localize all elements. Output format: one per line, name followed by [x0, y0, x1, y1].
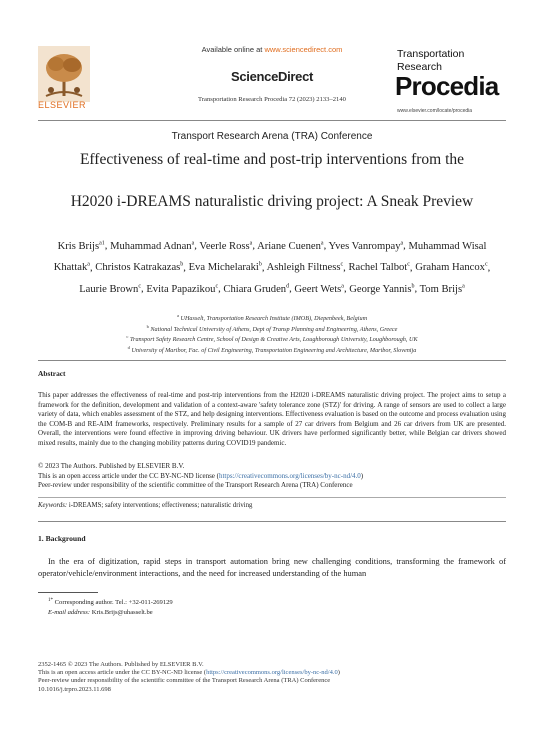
keywords-label: Keywords: [38, 502, 68, 509]
footnote-divider [38, 592, 98, 593]
copyright-line2 [38, 472, 506, 482]
elsevier-wordmark: ELSEVIER [38, 100, 87, 110]
section-body-content: In the era of digitization, rapid steps in transport automation bring new challenging conditions, transforming the framework of operator/vehicle/environment interactions, and the need for increased understanding of the human [38, 557, 506, 578]
keywords-text: i-DREAMS; safety interventions; effectiveness; naturalistic driving [67, 502, 253, 509]
author-name: Ashleigh Filtness$^c$ [266, 261, 344, 274]
affiliation-line [42, 323, 502, 334]
page-footer [38, 661, 506, 694]
keywords-line [38, 502, 252, 509]
available-prefix: Available online at [201, 45, 265, 54]
journal-logo-url: www.elsevier.com/locate/procedia [397, 108, 473, 114]
footer-doi[interactable]: 10.1016/j.trpro.2023.11.698 [38, 685, 111, 693]
author-name: Muhammad Adnan$^a$ [110, 240, 195, 252]
copyright-line1: © 2023 The Authors. Published by ELSEVIER B.V. [38, 462, 185, 470]
author-name: Veerle Ross$^a$ [199, 240, 253, 252]
author-affiliation-marker: a [87, 261, 90, 268]
author-name: Evita Papazikou$^c$ [146, 283, 219, 295]
affiliation-text: University of Maribor, Fac. of Civil Engineering, Transportation Engineering and Architecture, Maribor, Slovenija [129, 347, 417, 355]
footnote-line1 [48, 596, 173, 608]
footnote-email[interactable]: Kris.Brijs@uhasselt.be [90, 608, 153, 616]
author-affiliation-marker: d [286, 283, 290, 290]
footnote-corresponding: Corresponding author. Tel.: +32-011-269129 [53, 599, 173, 607]
author-name: Graham Hancox$^c$ [415, 261, 488, 274]
affiliation-line [42, 312, 502, 323]
affiliation-text: UHasselt, Transportation Research Institute (IMOB), Diepenbeek, Belgium [178, 315, 368, 323]
author-affiliation-marker: a [320, 240, 324, 246]
license-suffix: ) [360, 471, 364, 480]
paper-title-line2: H2020 i-DREAMS naturalistic driving project: A Sneak Preview [70, 193, 474, 210]
affiliation-marker: a [176, 313, 179, 318]
footer-license-suffix: ) [337, 669, 340, 677]
author-affiliation-marker: a [191, 240, 195, 246]
footer-peer-review: Peer-review under responsibility of the scientific committee of the Transport Research Arena (TRA) Conference [38, 677, 331, 685]
affiliation-marker: d [127, 344, 130, 350]
footnote [48, 596, 173, 617]
footnote-email-label: E-mail address: [48, 608, 91, 616]
author-name: Tom Brijs$^a$ [419, 283, 465, 295]
affiliation-list [42, 312, 502, 355]
author-name: Geert Wets$^a$ [294, 283, 344, 295]
section-body-text [38, 556, 506, 580]
author-name: Chiara Gruden$^d$ [223, 283, 290, 295]
keywords-divider [38, 497, 506, 498]
journal-logo-line2: Research [397, 61, 442, 73]
footer-license-prefix: This is an open access article under the CC BY-NC-ND license ( [38, 669, 207, 677]
author-affiliation-marker: a [462, 283, 465, 290]
header-divider [38, 120, 506, 121]
journal-logo-procedia: Procedia [395, 71, 499, 101]
author-affiliation-marker: c [407, 261, 410, 268]
author-affiliation-marker: a [249, 240, 253, 246]
author-name: Muhammad Wisal Khattak$^a$ [53, 240, 487, 274]
affiliation-line [42, 333, 502, 344]
footnote-marker: 1* [48, 598, 53, 603]
license-prefix: This is an open access article under the CC BY-NC-ND license ( [38, 471, 219, 480]
affiliation-marker: b [146, 323, 149, 329]
author-affiliation-marker: a1 [99, 240, 105, 246]
section-heading-background: 1. Background [38, 534, 86, 543]
footnote-line2 [48, 608, 173, 618]
author-name: Eva Michelaraki$^b$ [188, 261, 262, 274]
journal-reference: Transportation Research Procedia 72 (2023) 2133–2140 [198, 96, 346, 103]
author-name: Kris Brijs$^{a1}$ [57, 240, 105, 252]
author-name: Ariane Cuenen$^a$ [257, 240, 324, 252]
author-affiliation-marker: c [215, 283, 219, 290]
author-name: George Yannis$^b$ [349, 283, 415, 295]
paper-title-line1: Effectiveness of real-time and post-trip interventions from the [79, 151, 465, 168]
author-name: Yves Vanrompay$^a$ [328, 240, 404, 252]
affiliation-line [42, 344, 502, 355]
author-list: Kris Brijs$^{a1}$, Muhammad Adnan$^a$, Veerle Ross$^a$, Ariane Cuenen$^a$, Yves Vanrompay$^a$, Muhammad Wisal Khattak$^a$, Christos Katrakazas$^b$, Eva Michelaraki$^b$, Ashleigh Filtness$^c$, Rachel Talbot$^c$, Graham Hancox$^c$, Laurie Brown$^c$, Evita Papazikou$^c$, Chiara Gruden$^d$, Geert Wets$^a$, George Yannis$^b$, Tom Brijs$^a$ [53, 240, 491, 295]
affiliation-text: Transport Safety Research Centre, School of Design & Creative Arts, Loughborough University, Loughborough, UK [128, 336, 418, 344]
copyright-line3: Peer-review under responsibility of the scientific committee of the Transport Research Arena (TRA) Conference [38, 481, 353, 489]
abstract-top-divider [38, 360, 506, 361]
affiliation-text: National Technical University of Athens, Dept of Transp Planning and Engineering, Athens, Greece [148, 325, 398, 333]
author-affiliation-marker: b [411, 283, 415, 290]
footer-issn: 2352-1465 © 2023 The Authors. Published by ELSEVIER B.V. [38, 661, 204, 668]
footer-license-link[interactable]: https://creativecommons.org/licenses/by-nc-nd/4.0 [206, 669, 338, 677]
license-link[interactable]: https://creativecommons.org/licenses/by-nc-nd/4.0 [218, 471, 361, 480]
affiliation-marker: c [126, 334, 129, 340]
abstract-bottom-divider [38, 521, 506, 522]
copyright-block [38, 462, 506, 491]
author-affiliation-marker: a [400, 240, 404, 246]
journal-logo-line1: Transportation [397, 48, 465, 60]
author-affiliation-marker: b [180, 261, 184, 268]
sciencedirect-link[interactable]: www.sciencedirect.com [264, 45, 343, 54]
author-name: Laurie Brown$^c$ [79, 283, 142, 295]
author-affiliation-marker: b [258, 261, 262, 268]
author-affiliation-marker: c [484, 261, 488, 268]
sciencedirect-title: ScienceDirect [230, 69, 314, 84]
footer-license [38, 669, 506, 677]
author-name: Rachel Talbot$^c$ [348, 261, 410, 274]
author-affiliation-marker: a [341, 283, 344, 290]
abstract-heading: Abstract [38, 369, 66, 378]
author-name: Christos Katrakazas$^b$ [95, 261, 184, 274]
conference-name: Transport Research Arena (TRA) Conference [171, 131, 373, 142]
abstract-text: This paper addresses the effectiveness of real-time and post-trip interventions from the H2020 i-DREAMS naturalistic driving project. The project aims to setup a framework for the definition, development and validation of a context-aware 'safety tolerance zone (STZ)' for driving. A range of sensors are used to collect a large variety of data, which enables assessment of the STZ, and help designing interventions. Effectiveness evaluation is based on the outcome and process evaluation using the COM-B and RE-AIM frameworks, respectively. Preliminary results for a sample of 27 car drivers from Belgium and 26 car drivers from UK are presented. Overall, the interventions were found effective in improving driving behaviour. UK drivers have performed significantly better, while Belgian car drivers showed mixed results, mainly due to the changing mobility patterns during COVID19 pandemic. [38, 391, 506, 447]
author-affiliation-marker: c [340, 261, 344, 268]
author-affiliation-marker: c [138, 283, 142, 290]
